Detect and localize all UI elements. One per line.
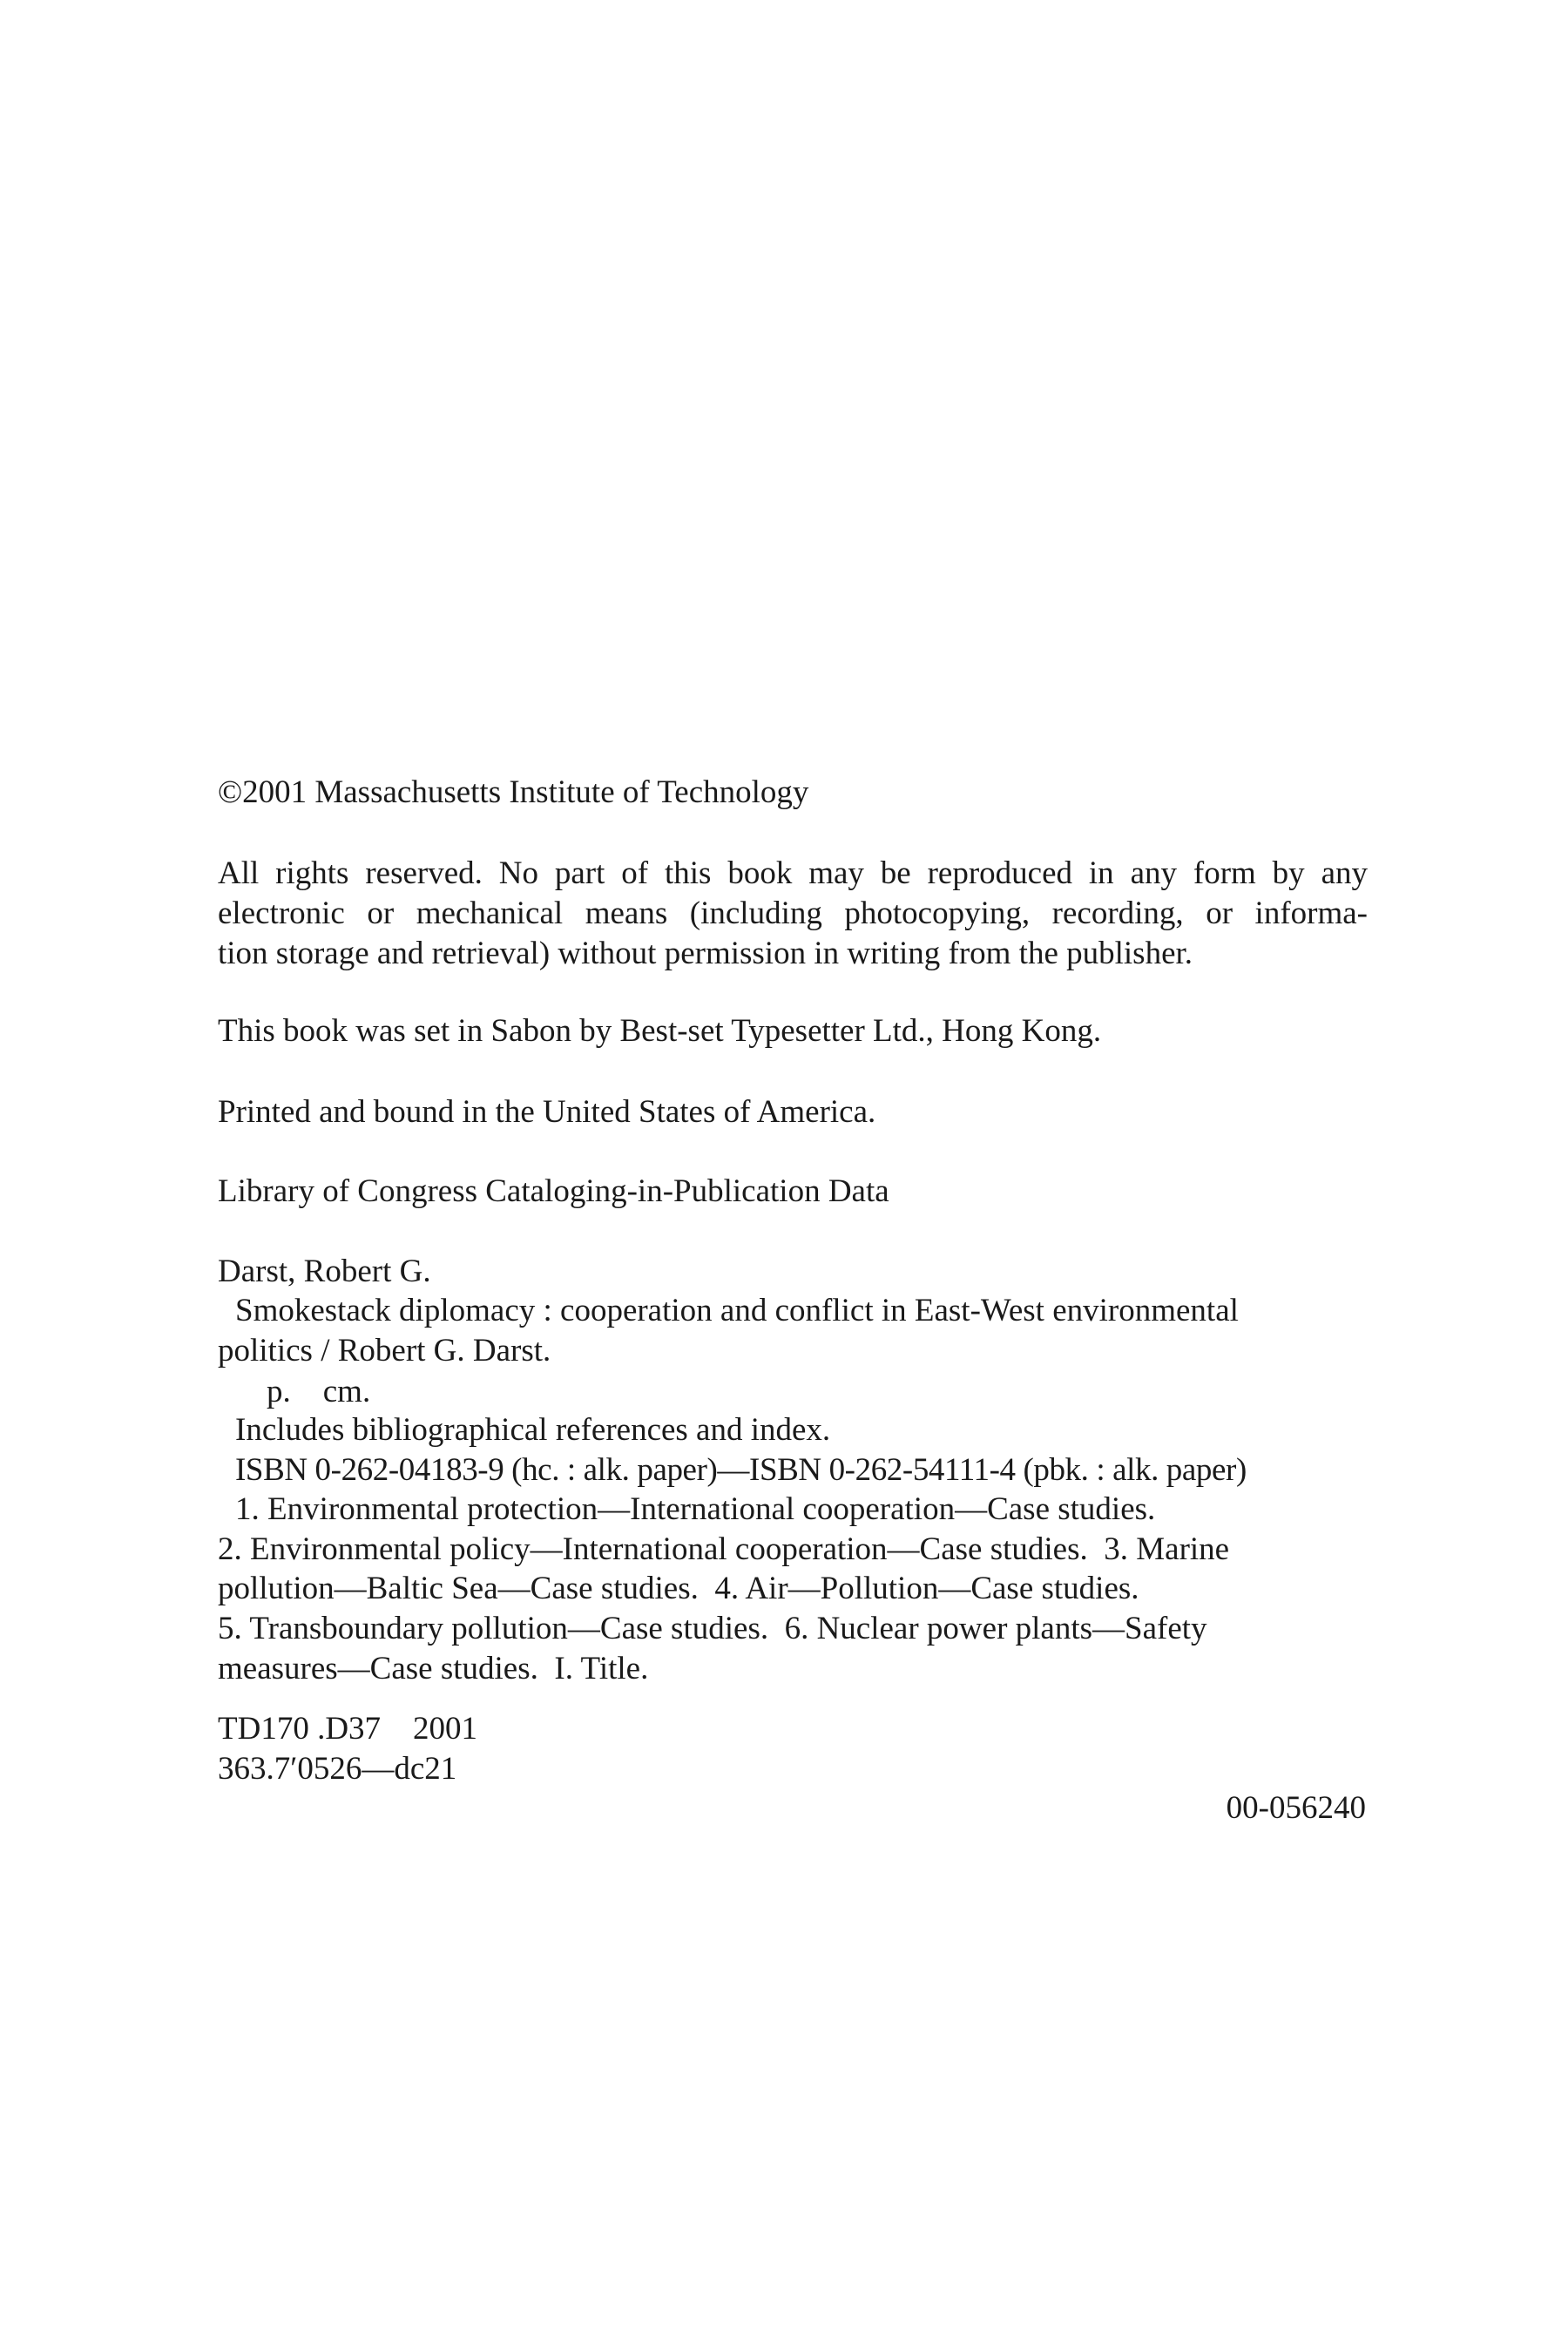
dewey-classification: 363.7′0526—dc21	[218, 1751, 457, 1787]
rights-line: All rights reserved. No part of this book may be reproduced in any form by any	[218, 855, 1368, 891]
lc-classification: TD170 .D37 2001	[218, 1711, 478, 1747]
cip-isbn: ISBN 0-262-04183-9 (hc. : alk. paper)—ISBN 0-262-54111-4 (pbk. : alk. paper)	[235, 1452, 1247, 1488]
rights-line: tion storage and retrieval) without permission in writing from the publisher.	[218, 936, 1193, 971]
typeset-line: This book was set in Sabon by Best-set Typesetter Ltd., Hong Kong.	[218, 1013, 1102, 1049]
cip-author: Darst, Robert G.	[218, 1254, 431, 1289]
rights-line: electronic or mechanical means (including photocopying, recording, or informa-	[218, 896, 1368, 931]
cip-title: Smokestack diplomacy : cooperation and conflict in East-West environmental	[235, 1293, 1239, 1328]
cip-subject: 1. Environmental protection—International cooperation—Case studies.	[235, 1491, 1156, 1527]
cip-notes: Includes bibliographical references and index.	[235, 1412, 831, 1448]
cip-subject: measures—Case studies. I. Title.	[218, 1651, 649, 1686]
cip-subject: pollution—Baltic Sea—Case studies. 4. Air—Pollution—Case studies.	[218, 1571, 1139, 1606]
cip-pagination: p. cm.	[267, 1374, 371, 1409]
lccn: 00-056240	[1226, 1790, 1366, 1826]
cip-title: politics / Robert G. Darst.	[218, 1333, 551, 1369]
copyright-line: ©2001 Massachusetts Institute of Technology	[218, 774, 809, 810]
cip-subject: 2. Environmental policy—International cooperation—Case studies. 3. Marine	[218, 1531, 1230, 1567]
printed-line: Printed and bound in the United States of America.	[218, 1094, 876, 1130]
cip-subject: 5. Transboundary pollution—Case studies. 6. Nuclear power plants—Safety	[218, 1611, 1207, 1646]
cip-heading: Library of Congress Cataloging-in-Publication Data	[218, 1173, 889, 1209]
